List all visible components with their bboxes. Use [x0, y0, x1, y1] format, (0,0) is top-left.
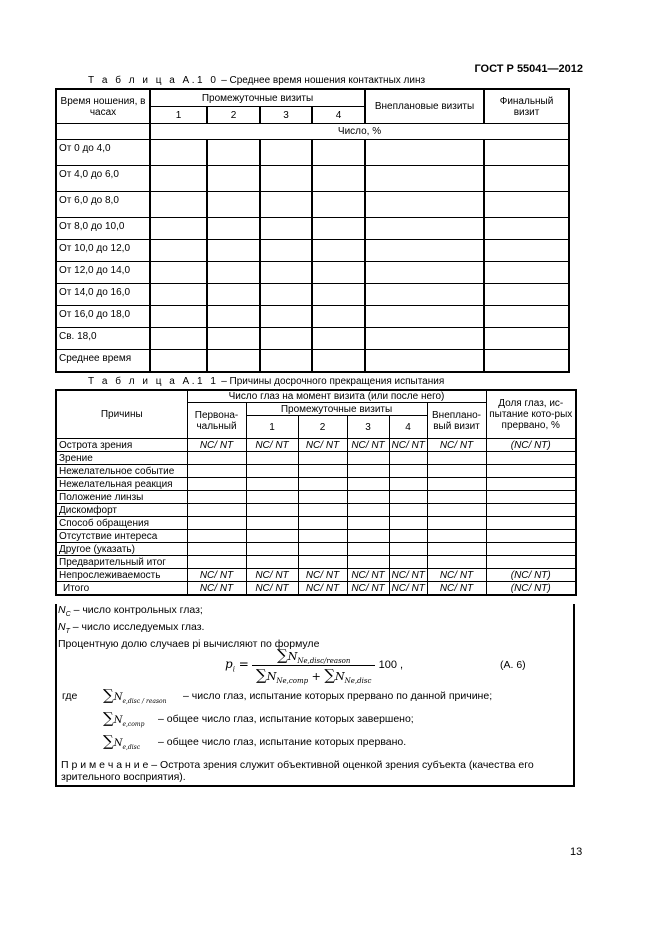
empty-cell	[486, 452, 576, 465]
empty-cell	[260, 284, 312, 306]
table2-caption	[88, 376, 444, 387]
empty-cell	[347, 530, 389, 543]
def1: – число глаз, испытание которых прервано по данной причине;	[183, 690, 493, 702]
ratio-cell: NC/ NT	[347, 439, 389, 452]
table-row	[56, 306, 569, 328]
def1-symbol: $\sum N_{e,disc / reason}$	[103, 686, 167, 705]
empty-cell	[484, 284, 569, 306]
empty-cell	[150, 218, 207, 240]
empty-cell	[427, 452, 486, 465]
table1-caption	[88, 75, 425, 86]
empty-cell	[365, 350, 484, 373]
interim-num: 1	[150, 107, 207, 124]
empty-cell	[312, 218, 365, 240]
empty-cell	[389, 556, 427, 569]
ratio-cell: NC/ NT	[347, 582, 389, 596]
empty-cell	[207, 218, 260, 240]
empty-cell	[484, 350, 569, 373]
empty-cell	[298, 530, 347, 543]
row-label: Положение линзы	[56, 491, 187, 504]
empty-cell	[246, 478, 298, 491]
interim-num: 2	[207, 107, 260, 124]
empty-cell	[150, 140, 207, 166]
empty-cell	[484, 166, 569, 192]
empty-cell	[298, 504, 347, 517]
empty-cell	[207, 328, 260, 350]
empty-cell	[484, 218, 569, 240]
where-label: где	[62, 690, 78, 702]
empty-cell	[207, 140, 260, 166]
formula-label: (А. 6)	[500, 659, 526, 671]
share-cell: (NC/ NT)	[486, 439, 576, 452]
empty-cell	[298, 465, 347, 478]
ratio-cell: NC/ NT	[246, 582, 298, 596]
empty-cell	[486, 530, 576, 543]
empty-cell	[427, 465, 486, 478]
row-label: От 16,0 до 18,0	[56, 306, 150, 328]
table-row	[56, 140, 569, 166]
empty-cell	[260, 192, 312, 218]
row-label: Нежелательное событие	[56, 465, 187, 478]
table-row	[56, 452, 576, 465]
empty-cell	[347, 465, 389, 478]
def3: – общее число глаз, испытание которых прервано.	[158, 736, 407, 748]
empty-cell	[298, 543, 347, 556]
empty-cell	[486, 556, 576, 569]
empty-cell	[298, 517, 347, 530]
empty-cell	[312, 262, 365, 284]
empty-cell	[150, 166, 207, 192]
empty-cell	[389, 517, 427, 530]
empty-cell	[150, 284, 207, 306]
row-label: Дискомфорт	[56, 504, 187, 517]
col-unplanned-header: Внеплановые визиты	[365, 89, 484, 124]
table-row	[56, 478, 576, 491]
col-initial-header: Первона-чальный	[187, 403, 246, 439]
def2: – общее число глаз, испытание которых завершено;	[158, 713, 414, 725]
row-label: Зрение	[56, 452, 187, 465]
empty-cell	[427, 530, 486, 543]
table-row	[56, 439, 576, 452]
empty-cell	[486, 517, 576, 530]
empty-cell	[484, 306, 569, 328]
note-nt: $N_T$ – число исследуемых глаз.	[58, 621, 205, 636]
empty-cell	[312, 192, 365, 218]
page-number: 13	[570, 846, 583, 858]
row-label: От 14,0 до 16,0	[56, 284, 150, 306]
interim-num: 2	[298, 416, 347, 439]
table-row	[56, 192, 569, 218]
ratio-cell: NC/ NT	[298, 569, 347, 582]
empty-cell	[389, 504, 427, 517]
formula-den-b: Ne,disc	[344, 677, 372, 686]
empty-cell	[260, 262, 312, 284]
table-row	[56, 504, 576, 517]
empty-cell	[427, 491, 486, 504]
empty-cell	[260, 350, 312, 373]
empty-cell	[486, 465, 576, 478]
empty-cell	[150, 350, 207, 373]
note-nc: $N_C$ – число контрольных глаз;	[58, 604, 203, 619]
row-label: Св. 18,0	[56, 328, 150, 350]
empty-cell	[347, 452, 389, 465]
empty-cell	[484, 140, 569, 166]
share-cell: (NC/ NT)	[486, 582, 576, 596]
empty-cell	[365, 328, 484, 350]
empty-cell	[486, 504, 576, 517]
ratio-cell: NC/ NT	[246, 569, 298, 582]
ratio-cell: NC/ NT	[347, 569, 389, 582]
empty-cell	[347, 517, 389, 530]
formula-multiplier: 100 ,	[378, 659, 404, 672]
empty-cell	[150, 262, 207, 284]
empty-cell	[365, 166, 484, 192]
empty-cell	[187, 491, 246, 504]
empty-cell	[298, 491, 347, 504]
def3-symbol: $\sum N_{e,disc}$	[103, 732, 141, 751]
empty-cell	[312, 166, 365, 192]
empty-cell	[389, 478, 427, 491]
empty-cell	[246, 517, 298, 530]
empty-cell	[427, 543, 486, 556]
empty-cell	[246, 452, 298, 465]
ratio-cell: NC/ NT	[427, 439, 486, 452]
empty-cell	[260, 306, 312, 328]
empty-cell	[207, 306, 260, 328]
empty-cell	[389, 465, 427, 478]
empty-cell	[365, 262, 484, 284]
empty-cell	[207, 240, 260, 262]
units-row: Число, %	[150, 124, 569, 140]
empty-cell	[207, 262, 260, 284]
empty-cell	[365, 240, 484, 262]
empty-cell	[187, 543, 246, 556]
empty-cell	[246, 556, 298, 569]
empty-cell	[312, 140, 365, 166]
empty-cell	[187, 504, 246, 517]
interim-num: 1	[246, 416, 298, 439]
empty-cell	[347, 543, 389, 556]
empty-cell	[187, 556, 246, 569]
col-time-header: Время ношения, в часах	[56, 89, 150, 124]
formula-a6: $p_i$ = $\frac{\sum N_{Ne,disc/reason}}{\sum N_{Ne,comp} + \sum N_{Ne,disc}}$ 100 ,	[225, 646, 404, 686]
table-row	[56, 530, 576, 543]
empty-cell	[389, 530, 427, 543]
empty-cell	[365, 284, 484, 306]
row-label: Острота зрения	[56, 439, 187, 452]
col-share-header: Доля глаз, ис-пытание кото-рых прервано, %	[486, 390, 576, 439]
ratio-cell: NC/ NT	[187, 582, 246, 596]
empty-cell	[365, 218, 484, 240]
empty-cell	[246, 530, 298, 543]
table-row	[56, 582, 576, 596]
row-label: Способ обращения	[56, 517, 187, 530]
share-cell: (NC/ NT)	[486, 569, 576, 582]
empty-cell	[187, 465, 246, 478]
col-final-header: Финальный визит	[484, 89, 569, 124]
empty-cell	[298, 556, 347, 569]
empty-cell	[347, 491, 389, 504]
empty-cell	[260, 218, 312, 240]
empty-cell	[484, 328, 569, 350]
empty-cell	[389, 491, 427, 504]
col-interim-header: Промежуточные визиты	[150, 89, 365, 107]
row-label: Среднее время	[56, 350, 150, 373]
ratio-cell: NC/ NT	[246, 439, 298, 452]
empty-cell	[187, 452, 246, 465]
table-row	[56, 240, 569, 262]
empty-cell	[298, 452, 347, 465]
empty-cell	[347, 478, 389, 491]
ratio-cell: NC/ NT	[298, 582, 347, 596]
table-row	[56, 218, 569, 240]
empty-cell	[207, 284, 260, 306]
table-a10	[55, 88, 570, 373]
ratio-cell: NC/ NT	[389, 439, 427, 452]
note-text: П р и м е ч а н и е – Острота зрения служит объективной оценкой зрения субъекта (качества его зрительного восприятия).	[61, 759, 534, 783]
ratio-cell: NC/ NT	[427, 569, 486, 582]
formula-den-a: Ne,comp	[276, 677, 309, 686]
table-row	[56, 517, 576, 530]
table-row	[56, 491, 576, 504]
empty-cell	[312, 350, 365, 373]
empty-cell	[389, 452, 427, 465]
empty-cell	[365, 140, 484, 166]
empty-cell	[207, 192, 260, 218]
empty-cell	[246, 465, 298, 478]
table-row	[56, 350, 569, 373]
row-label: От 6,0 до 8,0	[56, 192, 150, 218]
interim-num: 3	[347, 416, 389, 439]
ratio-cell: NC/ NT	[187, 439, 246, 452]
empty-cell	[427, 504, 486, 517]
interim-num: 4	[389, 416, 427, 439]
empty-cell	[312, 306, 365, 328]
table-row	[56, 543, 576, 556]
interim-num: 4	[312, 107, 365, 124]
table-row	[56, 465, 576, 478]
empty-cell	[486, 478, 576, 491]
empty-cell	[150, 328, 207, 350]
empty-cell	[150, 306, 207, 328]
standard-header: ГОСТ Р 55041—2012	[474, 63, 583, 75]
interim-num: 3	[260, 107, 312, 124]
table-row	[56, 556, 576, 569]
empty-cell	[246, 543, 298, 556]
empty-cell	[427, 478, 486, 491]
empty-cell	[347, 556, 389, 569]
table-a11	[55, 389, 577, 596]
row-label: От 8,0 до 10,0	[56, 218, 150, 240]
row-label: Итого	[56, 582, 187, 596]
ratio-cell: NC/ NT	[389, 582, 427, 596]
empty-cell	[187, 478, 246, 491]
table1-caption-title: – Среднее время ношения контактных линз	[221, 75, 426, 86]
table2-caption-prefix: Т а б л и ц а А.1 1	[88, 376, 219, 387]
empty-cell	[365, 192, 484, 218]
empty-cell	[260, 166, 312, 192]
row-label: Непрослеживаемость	[56, 569, 187, 582]
col-interim-header: Промежуточные визиты	[246, 403, 427, 416]
table2-caption-title: – Причины досрочного прекращения испытания	[221, 376, 445, 387]
empty-cell	[260, 140, 312, 166]
empty-cell	[312, 328, 365, 350]
def2-symbol: $\sum N_{e,comp}$	[103, 709, 145, 728]
empty-cell	[486, 543, 576, 556]
table-row	[56, 328, 569, 350]
table-row	[56, 262, 569, 284]
empty-cell	[484, 262, 569, 284]
empty-cell	[484, 192, 569, 218]
table-row	[56, 284, 569, 306]
ratio-cell: NC/ NT	[187, 569, 246, 582]
ratio-cell: NC/ NT	[298, 439, 347, 452]
empty-cell	[486, 491, 576, 504]
col-unplanned-header: Внеплано-вый визит	[427, 403, 486, 439]
empty-cell	[187, 517, 246, 530]
col-reasons-header: Причины	[56, 390, 187, 439]
row-label: От 4,0 до 6,0	[56, 166, 150, 192]
row-label: Нежелательная реакция	[56, 478, 187, 491]
empty-cell	[187, 530, 246, 543]
empty-cell	[365, 306, 484, 328]
empty-cell	[246, 491, 298, 504]
empty-cell	[389, 543, 427, 556]
col-eyes-header: Число глаз на момент визита (или после него)	[187, 390, 486, 403]
empty-cell	[150, 240, 207, 262]
formula-numerator: Ne,disc/reason	[297, 657, 351, 666]
empty-cell	[298, 478, 347, 491]
table-row	[56, 166, 569, 192]
empty-cell	[260, 240, 312, 262]
formula-intro: Процентную долю случаев pi вычисляют по формуле	[58, 638, 320, 651]
empty-cell	[207, 350, 260, 373]
empty-cell	[150, 192, 207, 218]
empty-cell	[260, 328, 312, 350]
notes	[58, 604, 573, 650]
ratio-cell: NC/ NT	[427, 582, 486, 596]
row-label: От 0 до 4,0	[56, 140, 150, 166]
table1-caption-prefix: Т а б л и ц а А.1 0	[88, 75, 219, 86]
empty-cell	[484, 240, 569, 262]
table-row	[56, 569, 576, 582]
row-label: Отсутствие интереса	[56, 530, 187, 543]
empty-cell	[246, 504, 298, 517]
row-label: От 10,0 до 12,0	[56, 240, 150, 262]
row-label: Предварительный итог	[56, 556, 187, 569]
empty-cell	[427, 517, 486, 530]
empty-cell	[207, 166, 260, 192]
empty-cell	[347, 504, 389, 517]
ratio-cell: NC/ NT	[389, 569, 427, 582]
empty-cell	[427, 556, 486, 569]
empty-cell	[312, 240, 365, 262]
empty-cell	[312, 284, 365, 306]
row-label: Другое (указать)	[56, 543, 187, 556]
row-label: От 12,0 до 14,0	[56, 262, 150, 284]
